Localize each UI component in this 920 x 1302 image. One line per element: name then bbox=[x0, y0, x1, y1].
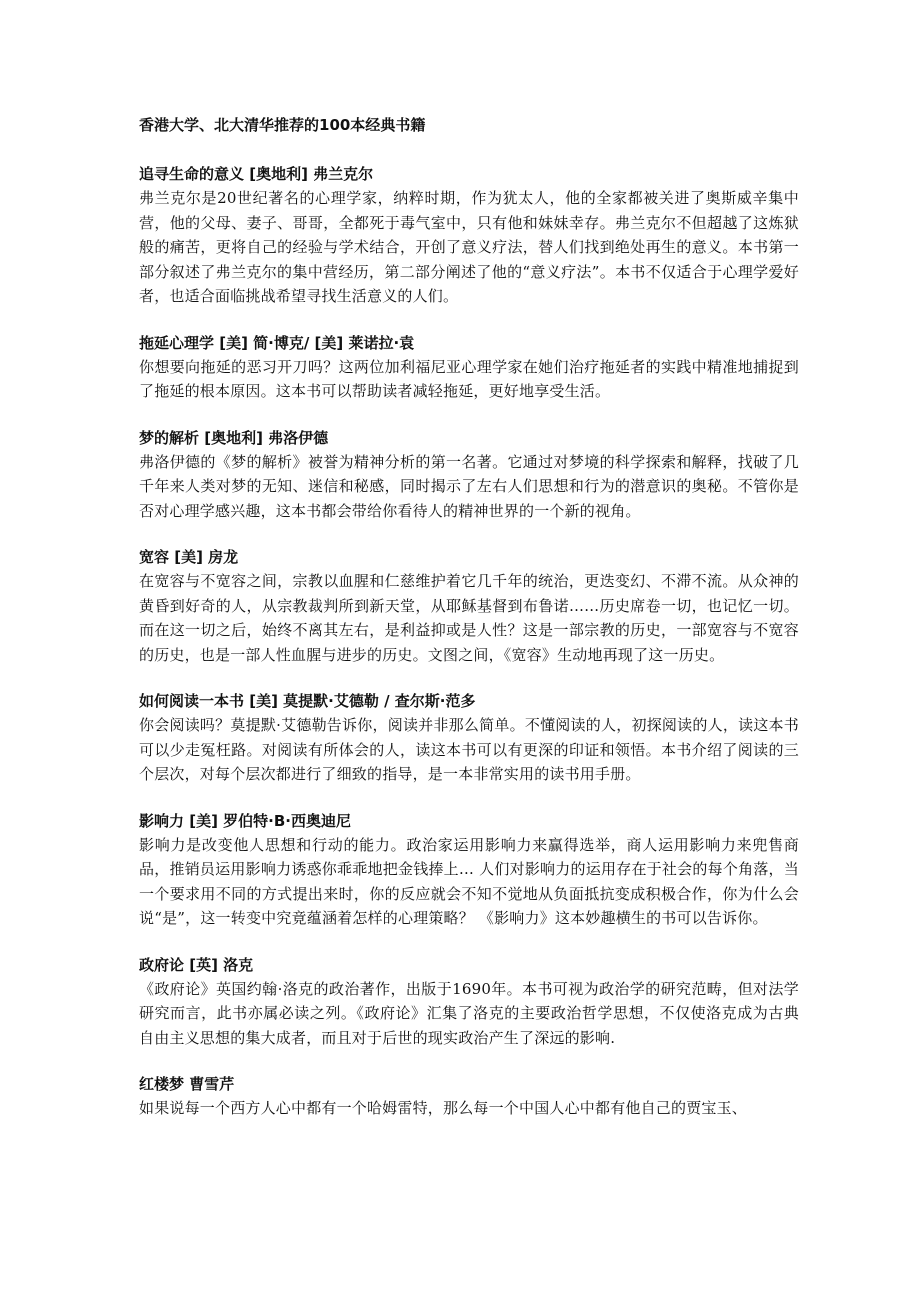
book-description: 弗洛伊德的《梦的解析》被誉为精神分析的第一名著。它通过对梦境的科学探索和解释，找破了几千年来人类对梦的无知、迷信和秘感，同时揭示了左右人们思想和行为的潜意识的奥秘。不管你是否对心理学感兴趣，这本书都会带给你看待人的精神世界的一个新的视角。 bbox=[139, 452, 799, 520]
document-page bbox=[139, 112, 799, 1143]
document-title: 香港大学、北大清华推荐的100本经典书籍 bbox=[139, 116, 426, 134]
book-description: 弗兰克尔是20世纪著名的心理学家，纳粹时期，作为犹太人，他的全家都被关进了奥斯威辛集中营，他的父母、妻子、哥哥，全都死于毒气室中，只有他和妹妹幸存。弗兰克尔不但超越了这炼狱般的痛苦，更将自己的经验与学术结合，开创了意义疗法，替人们找到绝处再生的意义。本书第一部分叙述了弗兰克尔的集中营经历，第二部分阐述了他的“意义疗法”。本书不仅适合于心理学爱好者，也适合面临挑战希望寻找生活意义的人们。 bbox=[139, 189, 799, 305]
book-heading: 红楼梦 曹雪芹 bbox=[139, 1075, 235, 1093]
book-entry bbox=[139, 809, 799, 931]
book-description: 如果说每一个西方人心中都有一个哈姆雷特，那么每一个中国人心中都有他自己的贾宝玉、 bbox=[139, 1099, 748, 1117]
book-description: 《政府论》英国约翰·洛克的政治著作，出版于1690年。本书可视为政治学的研究范畴，但对法学研究而言，此书亦属必读之列。《政府论》汇集了洛克的主要政治哲学思想，不仅使洛克成为古典自由主义思想的集大成者，而且对于后世的现实政治产生了深远的影响. bbox=[139, 979, 799, 1047]
book-entry bbox=[139, 426, 799, 524]
book-heading: 政府论 [英] 洛克 bbox=[139, 955, 254, 974]
book-heading: 拖延心理学 [美] 简·博克/ [美] 莱诺拉·袁 bbox=[139, 333, 415, 352]
book-heading: 梦的解析 [奥地利] 弗洛伊德 bbox=[139, 428, 329, 447]
book-description: 你会阅读吗？莫提默·艾德勒告诉你，阅读并非那么简单。不懂阅读的人，初探阅读的人，读这本书可以少走冤枉路。对阅读有所体会的人，读这本书可以有更深的印证和领悟。本书介绍了阅读的三个层次，对每个层次都进行了细致的指导，是一本非常实用的读书用手册。 bbox=[139, 716, 799, 783]
book-description: 在宽容与不宽容之间，宗教以血腥和仁慈维护着它几千年的统治，更迭变幻、不滞不流。从众神的黄昏到好奇的人，从宗教裁判所到新天堂，从耶稣基督到布鲁诺……历史席卷一切，也记忆一切。而在这一切之后，始终不离其左右，是利益抑或是人性？这是一部宗教的历史，一部宽容与不宽容的历史，也是一部人性血腥与进步的历史。文图之间，《宽容》生动地再现了这一历史。 bbox=[139, 572, 799, 664]
book-entry bbox=[139, 331, 799, 404]
book-description: 你想要向拖延的恶习开刀吗？这两位加利福尼亚心理学家在她们治疗拖延者的实践中精准地捕捉到了拖延的根本原因。这本书可以帮助读者减轻拖延，更好地享受生活。 bbox=[139, 357, 799, 400]
book-entry bbox=[139, 689, 799, 787]
book-heading: 宽容 [美] 房龙 bbox=[139, 548, 239, 566]
book-entry bbox=[139, 1072, 799, 1121]
book-heading: 追寻生命的意义 [奥地利] 弗兰克尔 bbox=[139, 165, 374, 183]
book-entry bbox=[139, 953, 799, 1051]
book-entry bbox=[139, 545, 799, 667]
book-heading: 影响力 [美] 罗伯特·B·西奥迪尼 bbox=[139, 811, 351, 830]
book-description: 影响力是改变他人思想和行动的能力。政治家运用影响力来赢得选举，商人运用影响力来兜售商品，推销员运用影响力诱惑你乖乖地把金钱捧上… 人们对影响力的运用存在于社会的每个角落，当一个要求用不同的方式提出来时，你的反应就会不知不觉地从负面抵抗变成积极合作，你为什么会说“是”，这一转变中究竟蕴涵着怎样的心理策略？ 《影响力》这本妙趣横生的书可以告诉你。 bbox=[139, 835, 799, 927]
book-heading: 如何阅读一本书 [美] 莫提默·艾德勒 / 查尔斯·范多 bbox=[139, 692, 476, 710]
book-entry bbox=[139, 162, 799, 309]
